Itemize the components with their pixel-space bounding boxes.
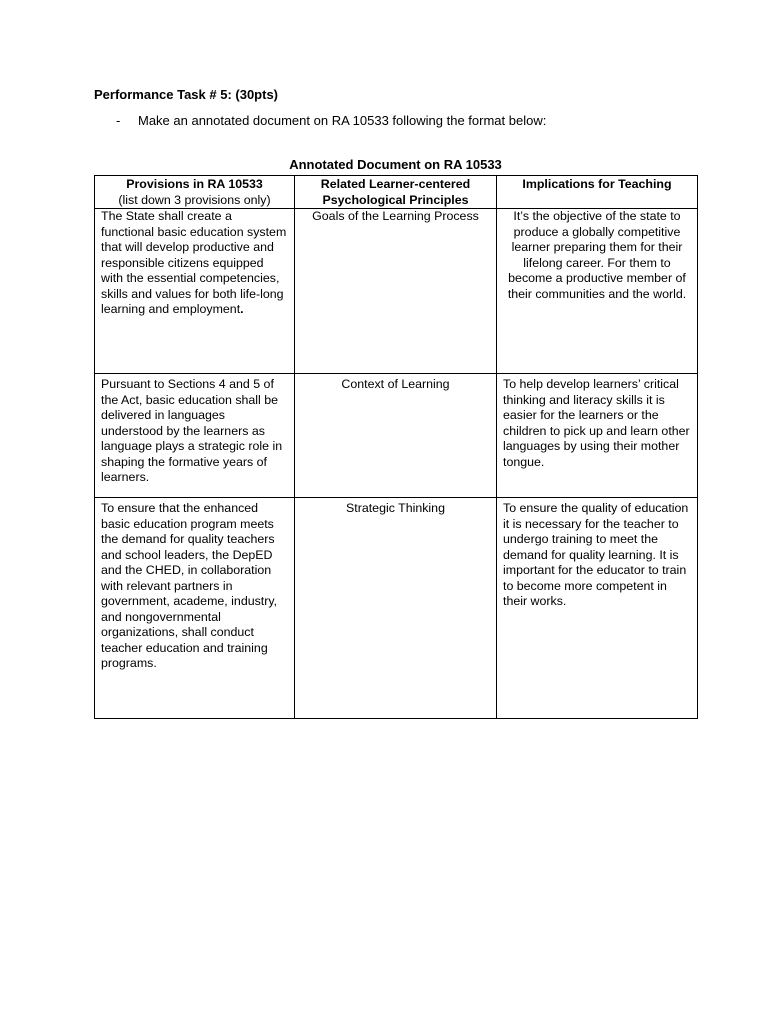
table-header-row — [95, 176, 698, 209]
provision-cell: Pursuant to Sections 4 and 5 of the Act, basic education shall be delivered in languages understood by the learners as language plays a strategic role in shaping the formative years of learners. — [95, 374, 295, 498]
header-implications — [497, 176, 698, 209]
instruction-item — [116, 113, 546, 128]
header-principles-title: Related Learner-centered Psychological Principles — [320, 177, 471, 207]
provision-text: The State shall create a functional basic education system that will develop productive and responsible citizens equipped with the essential competencies, skills and values for both life-long learning and employment — [101, 209, 287, 316]
header-principles — [295, 176, 497, 209]
implication-cell: To ensure the quality of education it is necessary for the teacher to undergo training to meet the demand for quality learning. It is important for the educator to train to become more competent in their works. — [497, 498, 698, 719]
provision-cell — [95, 209, 295, 374]
header-provisions — [95, 176, 295, 209]
table-row — [95, 374, 698, 498]
table-caption: Annotated Document on RA 10533 — [289, 157, 502, 172]
principle-cell: Goals of the Learning Process — [295, 209, 497, 374]
header-implications-title: Implications for Teaching — [522, 177, 672, 191]
implication-cell: It’s the objective of the state to produce a globally competitive learner preparing them for their lifelong career. For them to become a productive member of their communities and the world. — [497, 209, 698, 374]
task-title: Performance Task # 5: (30pts) — [94, 87, 278, 102]
header-provisions-title: Provisions in RA 10533 — [126, 177, 263, 191]
header-provisions-subtitle: (list down 3 provisions only) — [118, 192, 271, 207]
principle-cell: Context of Learning — [295, 374, 497, 498]
annotated-document-table — [94, 175, 698, 719]
instruction-bullet: - — [116, 113, 121, 128]
implication-cell: To help develop learners’ critical thinking and literacy skills it is easier for the learners or the children to pick up and learn other languages by using their mother tongue. — [497, 374, 698, 498]
provision-end: . — [240, 302, 244, 316]
table-row — [95, 498, 698, 719]
table-row — [95, 209, 698, 374]
provision-cell: To ensure that the enhanced basic education program meets the demand for quality teachers and school leaders, the DepED and the CHED, in collaboration with relevant partners in government, academe, industry, and nongovernmental organizations, shall conduct teacher education and training programs. — [95, 498, 295, 719]
instruction-text: Make an annotated document on RA 10533 following the format below: — [138, 113, 547, 128]
principle-cell: Strategic Thinking — [295, 498, 497, 719]
